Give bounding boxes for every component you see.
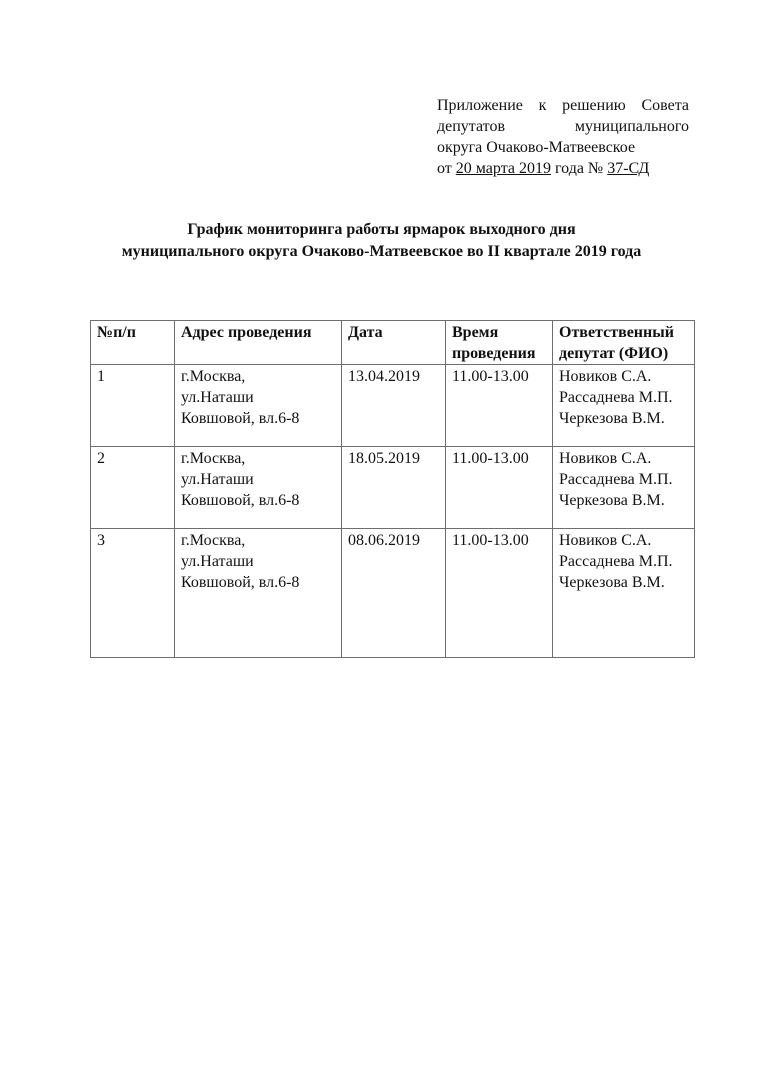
cell-address: г.Москва, ул.Наташи Ковшовой, вл.6-8 [175, 529, 342, 658]
appendix-line-4 [437, 158, 689, 179]
cell-num: 2 [91, 447, 175, 529]
cell-time: 11.00-13.00 [446, 365, 553, 447]
cell-deputies: Новиков С.А. Рассаднева М.П. Черкезова В.М. [553, 365, 695, 447]
cell-address: г.Москва, ул.Наташи Ковшовой, вл.6-8 [175, 447, 342, 529]
header-num: №п/п [91, 321, 175, 365]
title-line-2: муниципального округа Очаково-Матвеевское во II квартале 2019 года [121, 243, 642, 260]
decision-date: 20 марта 2019 [455, 160, 551, 177]
header-date: Дата [342, 321, 446, 365]
cell-time: 11.00-13.00 [446, 529, 553, 658]
appendix-prefix: от [437, 160, 452, 177]
table-row [91, 365, 695, 447]
cell-date: 18.05.2019 [342, 447, 446, 529]
appendix-line-1: Приложение к решению Совета [437, 97, 689, 114]
cell-num: 1 [91, 365, 175, 447]
appendix-header [437, 95, 689, 179]
schedule-table [90, 320, 695, 658]
cell-date: 08.06.2019 [342, 529, 446, 658]
header-responsible: Ответственный депутат (ФИО) [553, 321, 695, 365]
document-title [60, 219, 703, 263]
cell-time: 11.00-13.00 [446, 447, 553, 529]
cell-deputies: Новиков С.А. Рассаднева М.П. Черкезова В.М. [553, 529, 695, 658]
appendix-line-2: депутатов муниципального [437, 118, 689, 135]
header-address: Адрес проведения [175, 321, 342, 365]
cell-date: 13.04.2019 [342, 365, 446, 447]
table-row [91, 447, 695, 529]
cell-deputies: Новиков С.А. Рассаднева М.П. Черкезова В.М. [553, 447, 695, 529]
table-row [91, 529, 695, 658]
appendix-line-3: округа Очаково-Матвеевское [437, 139, 636, 156]
title-line-1: График мониторинга работы ярмарок выходного дня [187, 221, 576, 238]
cell-address: г.Москва, ул.Наташи Ковшовой, вл.6-8 [175, 365, 342, 447]
appendix-year-word: года № [554, 160, 604, 177]
decision-number: 37-СД [607, 160, 650, 177]
table-header-row [91, 321, 695, 365]
cell-num: 3 [91, 529, 175, 658]
header-time: Время проведения [446, 321, 553, 365]
